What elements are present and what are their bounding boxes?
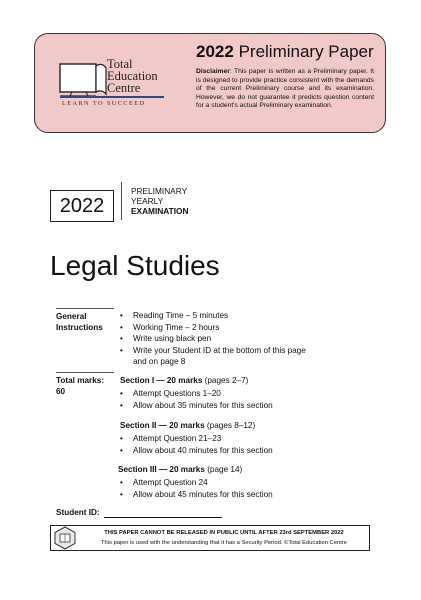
- list-item: • Write using black pen: [120, 333, 310, 345]
- logo-tagline: LEARN TO SUCCEED: [62, 100, 146, 107]
- section-2-name: Section II — 20 marks: [120, 421, 205, 430]
- list-item: • Allow about 45 minutes for this section: [120, 489, 320, 501]
- section-2-list: [120, 433, 320, 456]
- list-item: • Allow about 40 minutes for this section: [120, 445, 320, 457]
- section-1-list: [120, 388, 320, 411]
- footer-note: This paper is used with the understanding that it has a Security Period. ©Total Education Centre: [101, 540, 347, 546]
- disclaimer-label: Disclaimer: [196, 68, 230, 75]
- total-marks-value: 60: [56, 387, 66, 396]
- security-footer: [50, 525, 370, 551]
- exam-type: [131, 186, 188, 216]
- exam-line-preliminary: PRELIMINARY: [131, 186, 188, 196]
- exam-divider: [121, 182, 122, 220]
- disclaimer: [196, 68, 374, 111]
- section-1-name: Section I — 20 marks: [120, 376, 203, 385]
- logo-rule: [60, 96, 164, 98]
- list-item: • Write your Student ID at the bottom of this page and on page 8: [120, 345, 310, 368]
- general-instructions-list: [120, 310, 310, 368]
- section-1-pages: (pages 2–7): [202, 376, 249, 385]
- section-2-heading: [120, 420, 255, 431]
- general-label-line2: Instructions: [56, 323, 103, 332]
- section-1-heading: [120, 375, 248, 386]
- section-3-list: [120, 477, 320, 500]
- exam-line-yearly: YEARLY: [131, 196, 164, 206]
- general-label-line1: General: [56, 312, 87, 321]
- total-label-rule: [56, 372, 114, 373]
- total-marks-label: [56, 375, 104, 397]
- paper-year: 2022: [196, 42, 234, 61]
- list-item: • Attempt Questions 1–20: [120, 388, 320, 400]
- total-marks-text: Total marks:: [56, 376, 105, 385]
- section-3-heading: [118, 464, 242, 475]
- student-id-label: Student ID:: [56, 508, 100, 517]
- section-2-pages: (pages 8–12): [204, 421, 256, 430]
- general-label-rule: [56, 308, 114, 309]
- logo-word-education: Education: [107, 69, 158, 83]
- paper-title-text: Preliminary Paper: [238, 42, 374, 61]
- general-instructions-label: [56, 311, 103, 333]
- security-seal-icon: [53, 526, 77, 550]
- footer-notice: THIS PAPER CANNOT BE RELEASED IN PUBLIC UNTIL AFTER 23rd SEPTEMBER 2022: [104, 530, 344, 536]
- exam-year-box: 2022: [50, 190, 114, 222]
- student-id-field[interactable]: [104, 517, 222, 518]
- disclaimer-text: : This paper is written as a Preliminary paper. It is designed to provide practice consistent with the demands of the current Preliminary course and its examination. However, we do not guarantee it predicts question content for a student's actual Preliminary examination.: [196, 68, 374, 110]
- list-item: • Allow about 35 minutes for this section: [120, 400, 320, 412]
- subject-title: Legal Studies: [50, 250, 220, 281]
- section-3-name: Section III — 20 marks: [118, 465, 205, 474]
- list-item: • Attempt Question 21–23: [120, 433, 320, 445]
- section-3-pages: (page 14): [204, 465, 243, 474]
- list-item: • Working Time – 2 hours: [120, 322, 310, 334]
- logo-word-centre: Centre: [107, 81, 141, 95]
- paper-title: [196, 42, 374, 62]
- list-item: • Attempt Question 24: [120, 477, 320, 489]
- exam-line-examination: EXAMINATION: [131, 206, 189, 216]
- logo-word-total: Total: [107, 57, 133, 71]
- list-item: • Reading Time – 5 minutes: [120, 310, 310, 322]
